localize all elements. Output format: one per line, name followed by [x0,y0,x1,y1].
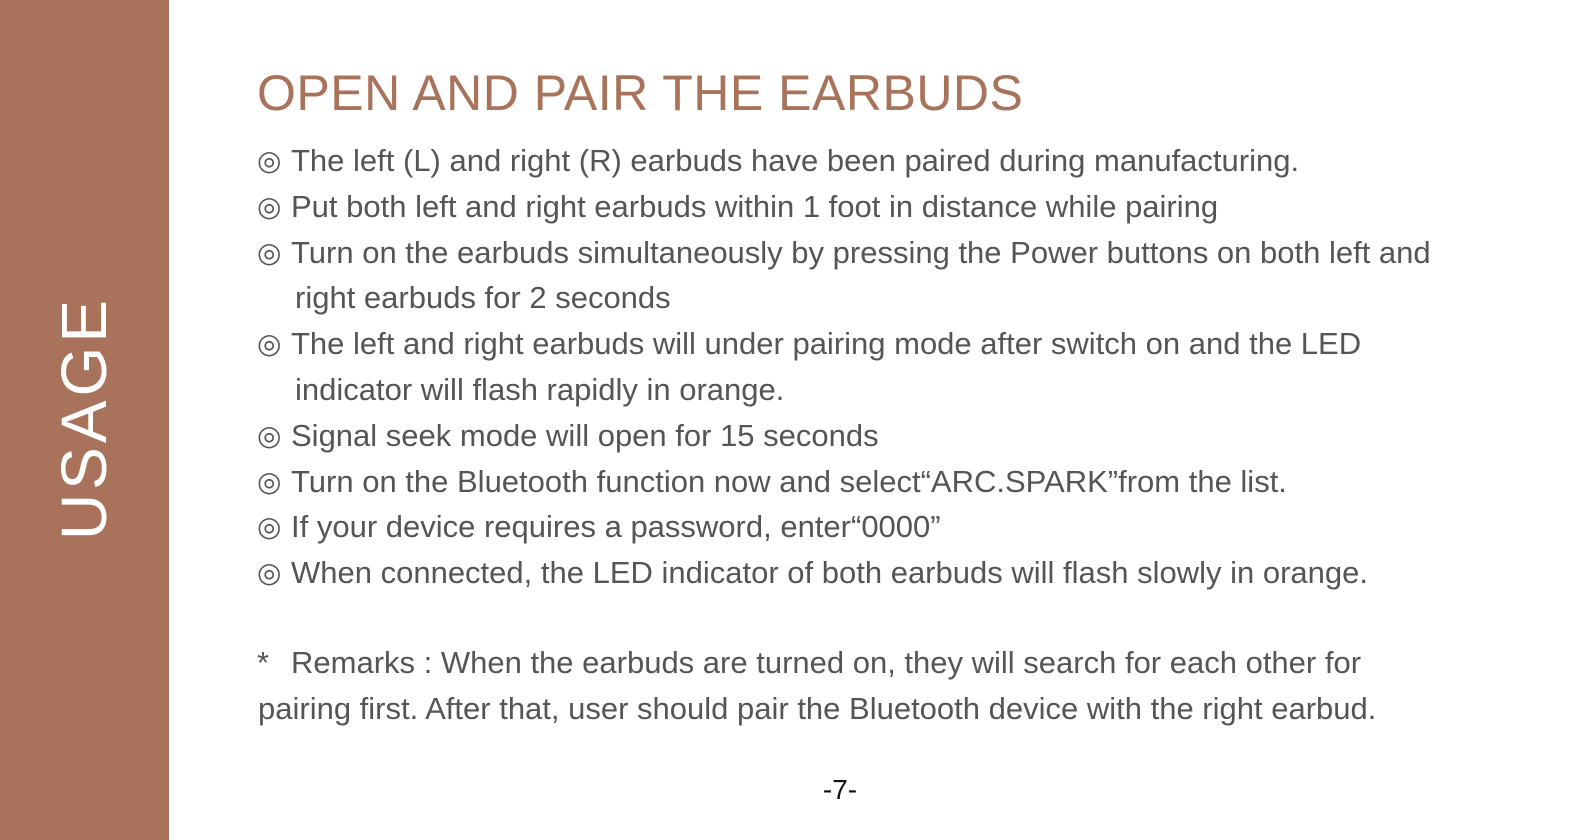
bullet-icon: ◎ [257,235,282,269]
bullet-icon: ◎ [257,144,282,177]
page-title: OPEN AND PAIR THE EARBUDS [257,65,1024,121]
list-item [257,138,1431,184]
list-item [257,184,1431,230]
list-item-continuation: right earbuds for 2 seconds [295,280,671,316]
list-item-text: Turn on the earbuds simultaneously by pressing the Power buttons on both left and [291,234,1431,270]
remarks-line-2: pairing first. After that, user should pair the Bluetooth device with the right earbud. [258,690,1377,726]
list-item-text: Turn on the Bluetooth function now and select“ARC.SPARK”from the list. [291,463,1287,499]
asterisk-marker: * [257,645,270,680]
list-item [257,413,1431,459]
list-item-text: The left and right earbuds will under pairing mode after switch on and the LED [291,326,1362,362]
list-item-text: If your device requires a password, enter“0000” [291,509,941,545]
list-item [257,459,1431,505]
bullet-icon: ◎ [257,510,282,544]
bullet-icon: ◎ [257,464,282,498]
list-item-text: The left (L) and right (R) earbuds have been paired during manufacturing. [291,143,1300,178]
list-item [257,321,1431,413]
instruction-list [257,138,1431,596]
remarks-note [257,640,1376,732]
remarks-line-1: Remarks : When the earbuds are turned on, they will search for each other for [291,645,1362,680]
list-item-text: Signal seek mode will open for 15 seconds [291,417,879,453]
bullet-icon: ◎ [257,556,282,590]
sidebar [0,0,169,840]
list-item [257,550,1431,596]
sidebar-label: USAGE [48,295,120,541]
bullet-icon: ◎ [257,418,282,452]
list-item [257,230,1431,322]
list-item-text: Put both left and right earbuds within 1 foot in distance while pairing [291,188,1219,224]
list-item-text: When connected, the LED indicator of both earbuds will flash slowly in orange. [291,555,1368,591]
list-item [257,504,1431,550]
bullet-icon: ◎ [257,327,282,361]
list-item-continuation: indicator will flash rapidly in orange. [295,371,785,407]
bullet-icon: ◎ [257,189,282,223]
page-number: -7- [822,774,858,805]
